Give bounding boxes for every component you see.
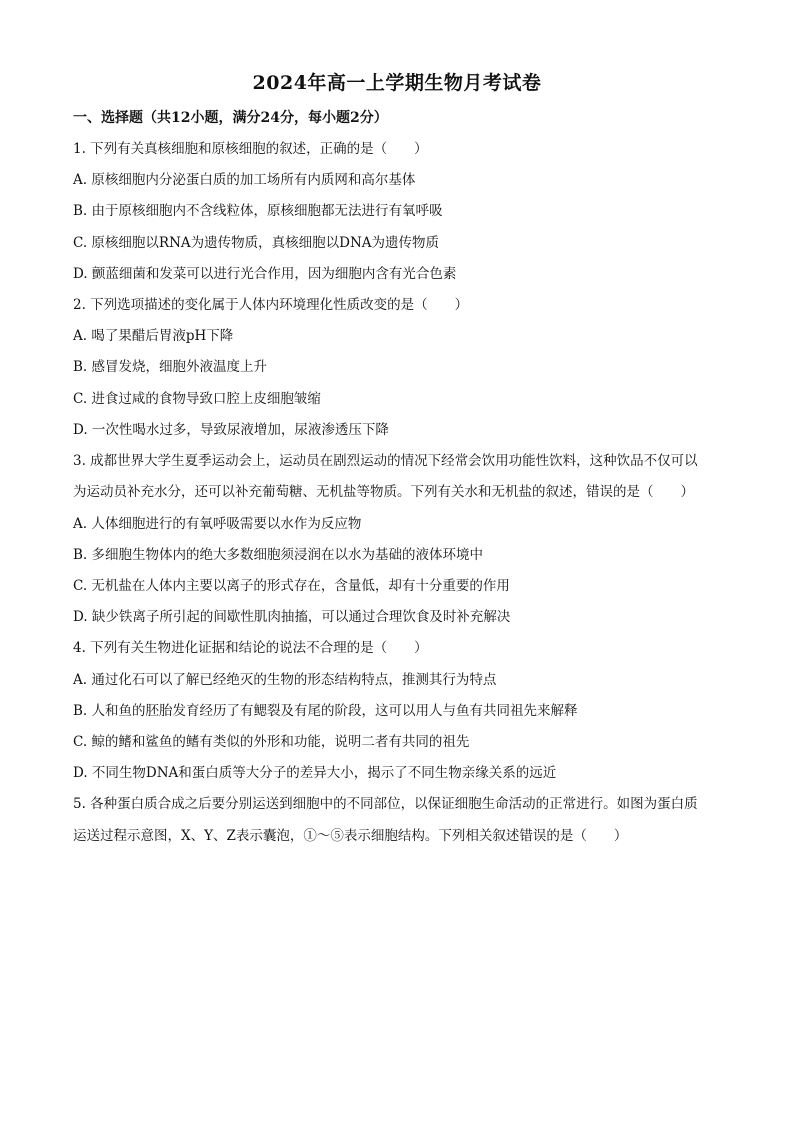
question-1-option-a: A. 原核细胞内分泌蛋白质的加工场所有内质网和高尔基体 <box>73 172 416 188</box>
question-2-option-d: D. 一次性喝水过多，导致尿液增加，尿液渗透压下降 <box>73 422 389 438</box>
question-4-option-a: A. 通过化石可以了解已经绝灭的生物的形态结构特点，推测其行为特点 <box>73 672 497 688</box>
question-2-option-b: B. 感冒发烧，细胞外液温度上升 <box>73 359 268 375</box>
section-heading: 一、选择题（共12小题，满分24分，每小题2分） <box>73 110 388 126</box>
question-3-stem-line-2: 为运动员补充水分，还可以补充葡萄糖、无机盐等物质。下列有关水和无机盐的叙述，错误的是（ ） <box>73 484 694 500</box>
question-4-stem: 4. 下列有关生物进化证据和结论的说法不合理的是（ ） <box>73 640 428 656</box>
question-2-option-a: A. 喝了果醋后胃液pH下降 <box>73 328 234 344</box>
question-5-stem-line-2: 运送过程示意图，X、Y、Z表示囊泡，①～⑤表示细胞结构。下列相关叙述错误的是（ ） <box>73 828 628 844</box>
question-3-option-d: D. 缺少铁离子所引起的间歇性肌肉抽搐，可以通过合理饮食及时补充解决 <box>73 609 511 625</box>
question-1-option-c: C. 原核细胞以RNA为遗传物质，真核细胞以DNA为遗传物质 <box>73 235 440 251</box>
question-5-stem-line-1: 5. 各种蛋白质合成之后要分别运送到细胞中的不同部位，以保证细胞生命活动的正常进行。如图为蛋白质 <box>73 796 698 812</box>
question-3-stem-line-1: 3. 成都世界大学生夏季运动会上，运动员在剧烈运动的情况下经常会饮用功能性饮料，这种饮品不仅可以 <box>73 453 698 469</box>
question-3-option-a: A. 人体细胞进行的有氧呼吸需要以水作为反应物 <box>73 516 362 532</box>
question-3-option-c: C. 无机盐在人体内主要以离子的形式存在，含量低，却有十分重要的作用 <box>73 578 510 594</box>
question-2-option-c: C. 进食过咸的食物导致口腔上皮细胞皱缩 <box>73 391 321 407</box>
page-title: 2024年高一上学期生物月考试卷 <box>252 72 542 94</box>
question-2-stem: 2. 下列选项描述的变化属于人体内环境理化性质改变的是（ ） <box>73 297 469 313</box>
question-4-option-b: B. 人和鱼的胚胎发育经历了有鳃裂及有尾的阶段，这可以用人与鱼有共同祖先来解释 <box>73 703 578 719</box>
question-4-option-d: D. 不同生物DNA和蛋白质等大分子的差异大小，揭示了不同生物亲缘关系的远近 <box>73 765 557 781</box>
question-3-option-b: B. 多细胞生物体内的绝大多数细胞须浸润在以水为基础的液体环境中 <box>73 547 484 563</box>
question-1-option-b: B. 由于原核细胞内不含线粒体，原核细胞都无法进行有氧呼吸 <box>73 203 443 219</box>
question-4-option-c: C. 鲸的鳍和鲨鱼的鳍有类似的外形和功能，说明二者有共同的祖先 <box>73 734 470 750</box>
question-1-option-d: D. 颤蓝细菌和发菜可以进行光合作用，因为细胞内含有光合色素 <box>73 266 457 282</box>
question-1-stem: 1. 下列有关真核细胞和原核细胞的叙述，正确的是（ ） <box>73 141 428 157</box>
